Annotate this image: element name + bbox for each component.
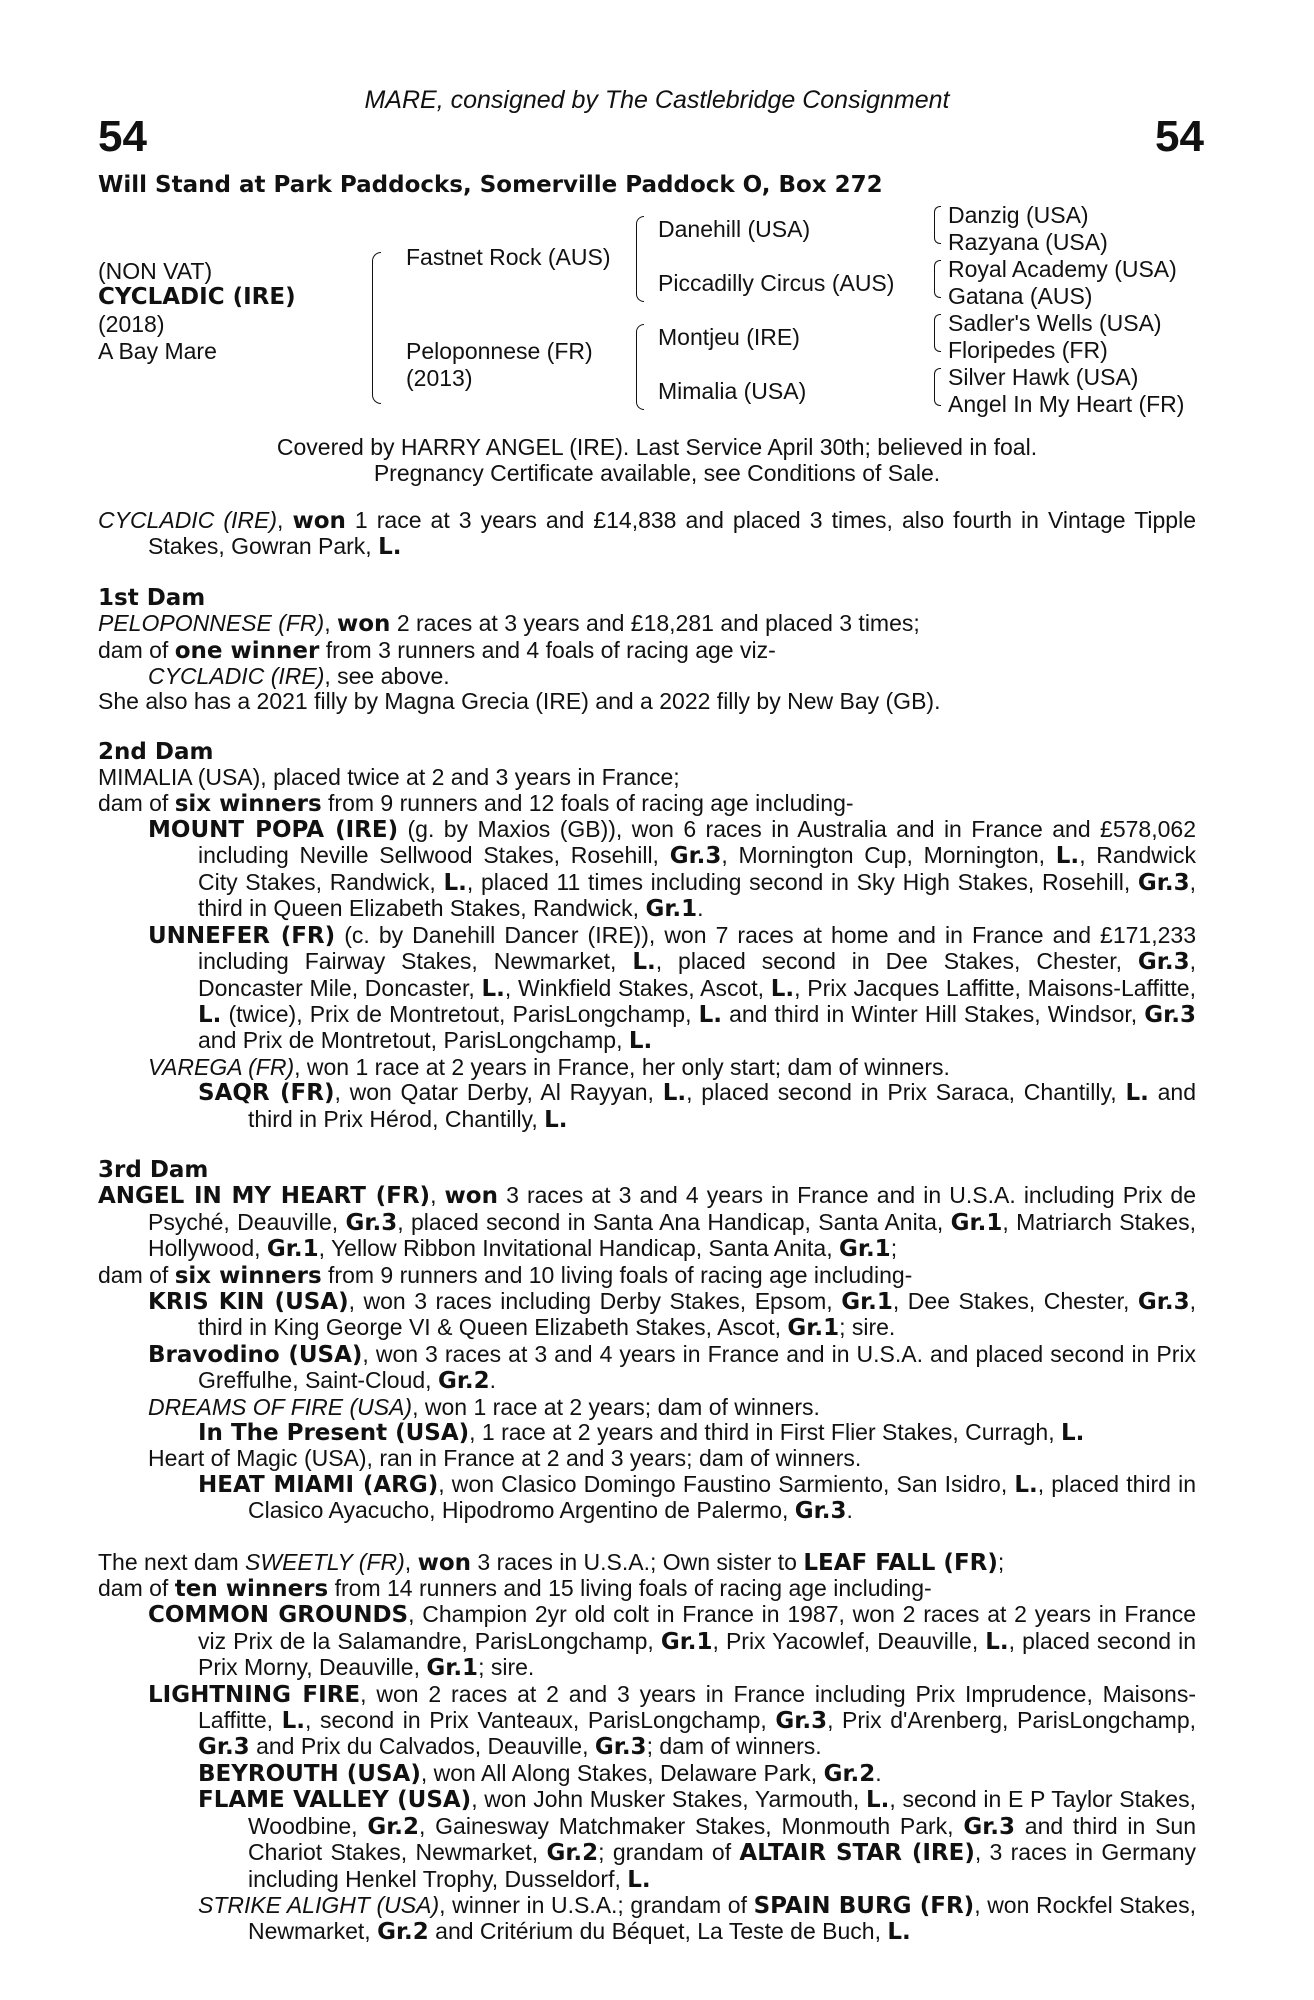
pedigree-brace-sire xyxy=(636,216,644,302)
pedigree-brace-ds xyxy=(934,314,941,352)
cycladic-record: CYCLADIC (IRE), won 1 race at 3 years and £14,838 and placed 3 times, also fourth in Vintage Tipple Stakes, Gowran Park, L. xyxy=(98,507,1196,561)
third-dam-foal: Heart of Magic (USA), ran in France at 2 and 3 years; dam of winners. xyxy=(148,1445,862,1472)
pedigree-dam: Peloponnese (FR) xyxy=(406,338,593,364)
service-line-2: Pregnancy Certificate available, see Conditions of Sale. xyxy=(373,460,941,486)
pedigree-sire: Fastnet Rock (AUS) xyxy=(406,244,611,270)
second-dam-foal: UNNEFER (FR) (c. by Danehill Dancer (IRE)), won 7 races at home and in France and £171,233 including Fairway Stakes, Newmarket, L., placed second in Dee Stakes, Chester, Gr.3, Doncaster Mile, Doncaster, L., Winkfield Stakes, Ascot, L., Prix Jacques Laffitte, Maisons-Laffitte, L. (twice), Prix de Montretout, ParisLongchamp, L. and third in Winter Hill Stakes, Windsor, Gr.3 and Prix de Montretout, ParisLongchamp, L. xyxy=(148,921,1196,1055)
first-dam-record: PELOPONNESE (FR), won 2 races at 3 years and £18,281 and placed 3 times; xyxy=(98,610,920,638)
pedigree-brace-ss xyxy=(934,206,941,244)
pedigree-brace-dam xyxy=(636,324,644,410)
first-dam-heading: 1st Dam xyxy=(98,584,206,611)
pedigree-dd: Mimalia (USA) xyxy=(658,378,807,404)
second-dam-produce: dam of six winners from 9 runners and 12 foals of racing age including- xyxy=(98,789,854,817)
pedigree-brace-dd xyxy=(934,368,941,406)
fourth-dam-record: The next dam SWEETLY (FR), won 3 races in U.S.A.; Own sister to LEAF FALL (FR); xyxy=(98,1548,1005,1576)
fourth-dam-produce: dam of ten winners from 14 runners and 15 living foals of racing age including- xyxy=(98,1575,932,1603)
lot-number-right: 54 xyxy=(1155,112,1204,161)
third-dam-foal: KRIS KIN (USA), won 3 races including Derby Stakes, Epsom, Gr.1, Dee Stakes, Chester, Gr.3, third in King George VI & Queen Elizabeth Stakes, Ascot, Gr.1; sire. xyxy=(148,1287,1196,1342)
pedigree-ssd: Razyana (USA) xyxy=(948,229,1108,255)
catalogue-body xyxy=(98,508,1196,1946)
second-dam-foal: VAREGA (FR), won 1 race at 2 years in France, her only start; dam of winners. xyxy=(148,1053,950,1080)
fourth-dam-grandfoal: FLAME VALLEY (USA), won John Musker Stakes, Yarmouth, L., second in E P Taylor Stakes, Woodbine, Gr.2, Gainesway Matchmaker Stakes, Monmouth Park, Gr.3 and third in Sun Chariot Stakes, Newmarket, Gr.2; grandam of ALTAIR STAR (IRE), 3 races in Germany including Henkel Trophy, Dusseldorf, L. xyxy=(198,1786,1197,1893)
fourth-dam-grandfoal: STRIKE ALIGHT (USA), winner in U.S.A.; grandam of SPAIN BURG (FR), won Rockfel Stakes, Newmarket, Gr.2 and Critérium du Béquet, La Teste de Buch, L. xyxy=(198,1891,1196,1946)
lot-number-left: 54 xyxy=(98,112,147,161)
pedigree-ddd: Angel In My Heart (FR) xyxy=(948,391,1185,417)
third-dam-record: ANGEL IN MY HEART (FR), won 3 races at 3 and 4 years in France and in U.S.A. including Prix de Psyché, Deauville, Gr.3, placed second in Santa Ana Handicap, Santa Anita, Gr.1, Matriarch Stakes, Hollywood, Gr.1, Yellow Ribbon Invitational Handicap, Santa Anita, Gr.1; xyxy=(98,1182,1196,1263)
first-dam-produce: dam of one winner from 3 runners and 4 foals of racing age viz- xyxy=(98,636,776,664)
horse-year: (2018) xyxy=(98,311,165,337)
pedigree-sds: Royal Academy (USA) xyxy=(948,256,1177,282)
third-dam-grandfoal: In The Present (USA), 1 race at 2 years and third in First Flier Stakes, Curragh, L. xyxy=(198,1419,1085,1446)
third-dam-heading: 3rd Dam xyxy=(98,1156,209,1183)
third-dam-produce: dam of six winners from 9 runners and 10 living foals of racing age including- xyxy=(98,1261,913,1289)
pedigree-dds: Silver Hawk (USA) xyxy=(948,364,1139,390)
pedigree-dsd: Floripedes (FR) xyxy=(948,337,1108,363)
first-dam-young-stock: She also has a 2021 filly by Magna Grecia (IRE) and a 2022 filly by New Bay (GB). xyxy=(98,688,941,715)
second-dam-record: MIMALIA (USA), placed twice at 2 and 3 years in France; xyxy=(98,764,680,791)
service-line-1: Covered by HARRY ANGEL (IRE). Last Service April 30th; believed in foal. xyxy=(276,434,1038,460)
pedigree-sdd: Gatana (AUS) xyxy=(948,283,1093,309)
third-dam-grandfoal: HEAT MIAMI (ARG), won Clasico Domingo Faustino Sarmiento, San Isidro, L., placed third in Clasico Ayacucho, Hipodromo Argentino de Palermo, Gr.3. xyxy=(198,1470,1196,1525)
fourth-dam-foal: LIGHTNING FIRE, won 2 races at 2 and 3 years in France including Prix Imprudence, Maisons-Laffitte, L., second in Prix Vanteaux, ParisLongchamp, Gr.3, Prix d'Arenberg, ParisLongchamp, Gr.3 and Prix du Calvados, Deauville, Gr.3; dam of winners. xyxy=(148,1680,1196,1761)
second-dam-grandfoal: SAQR (FR), won Qatar Derby, Al Rayyan, L., placed second in Prix Saraca, Chantilly, L. and third in Prix Hérod, Chantilly, L. xyxy=(198,1079,1196,1133)
second-dam-heading: 2nd Dam xyxy=(98,738,214,765)
horse-name: CYCLADIC (IRE) xyxy=(98,284,296,310)
pedigree-dam-year: (2013) xyxy=(406,365,473,391)
first-dam-foal: CYCLADIC (IRE), see above. xyxy=(148,663,450,690)
second-dam-foal: MOUNT POPA (IRE) (g. by Maxios (GB)), won 6 races in Australia and in France and £578,062 including Neville Sellwood Stakes, Rosehill, Gr.3, Mornington Cup, Mornington, L., Randwick City Stakes, Randwick, L., placed 11 times including second in Sky High Stakes, Rosehill, Gr.3, third in Queen Elizabeth Stakes, Randwick, Gr.1. xyxy=(148,816,1197,923)
horse-description: A Bay Mare xyxy=(98,338,217,364)
vat-status: (NON VAT) xyxy=(98,258,213,284)
pedigree-dss: Sadler's Wells (USA) xyxy=(948,310,1162,336)
third-dam-foal: Bravodino (USA), won 3 races at 3 and 4 years in France and in U.S.A. and placed second in Prix Greffulhe, Saint-Cloud, Gr.2. xyxy=(148,1340,1196,1395)
fourth-dam-foal: COMMON GROUNDS, Champion 2yr old colt in France in 1987, won 2 races at 2 years in France viz Prix de la Salamandre, ParisLongchamp, Gr.1, Prix Yacowlef, Deauville, L., placed second in Prix Morny, Deauville, Gr.1; sire. xyxy=(148,1601,1196,1682)
pedigree-brace-main xyxy=(372,252,381,404)
third-dam-foal: DREAMS OF FIRE (USA), won 1 race at 2 years; dam of winners. xyxy=(148,1393,820,1420)
pedigree-sd: Piccadilly Circus (AUS) xyxy=(658,270,895,296)
pedigree-sss: Danzig (USA) xyxy=(948,202,1089,228)
stand-location: Will Stand at Park Paddocks, Somerville Paddock O, Box 272 xyxy=(98,172,883,198)
pedigree-ds: Montjeu (IRE) xyxy=(658,324,800,350)
consignor-line: MARE, consigned by The Castlebridge Consignment xyxy=(364,86,950,114)
pedigree-brace-sd xyxy=(934,260,941,298)
pedigree-ss: Danehill (USA) xyxy=(658,216,811,242)
fourth-dam-grandfoal: BEYROUTH (USA), won All Along Stakes, Delaware Park, Gr.2. xyxy=(198,1759,882,1787)
